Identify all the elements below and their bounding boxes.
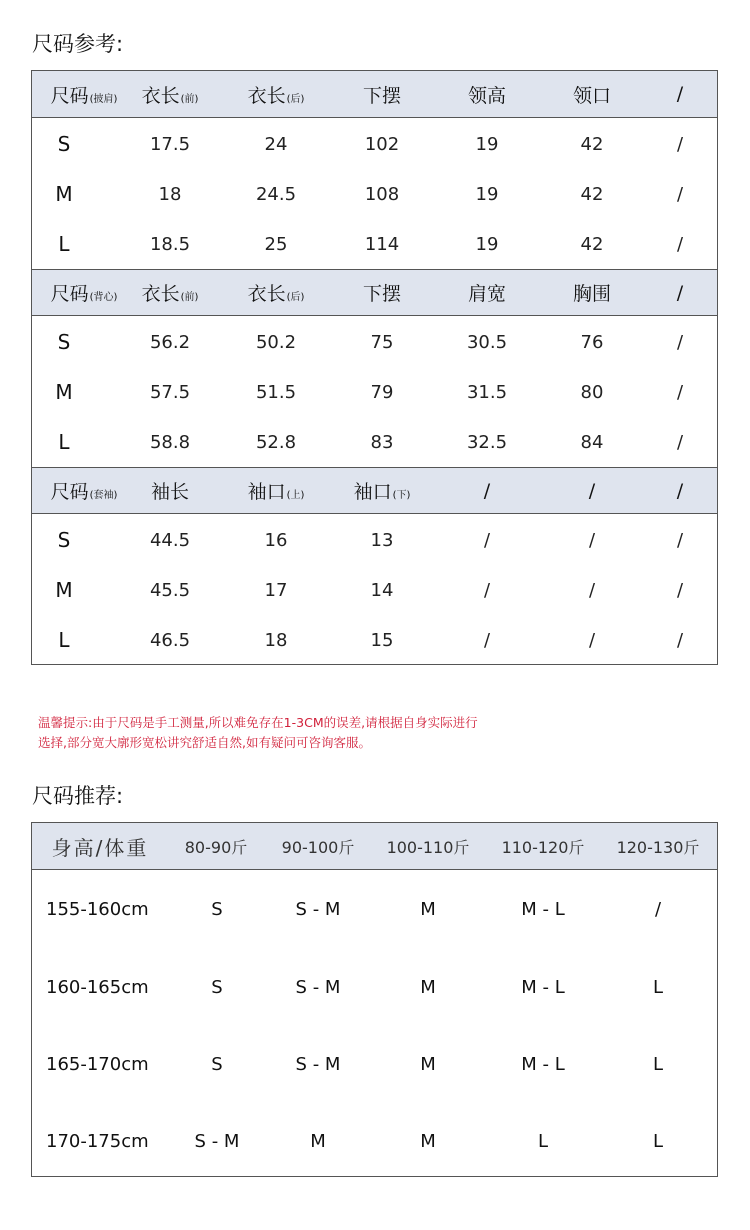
header-cell [226,71,326,117]
value-cell: / [588,529,596,551]
value-cell: 102 [364,133,400,155]
value-cell: 13 [370,529,394,551]
value-cell: 19 [475,133,499,155]
value-cell: 50.2 [255,331,297,353]
header-cell [120,270,220,315]
recommend-size-cell: M [310,1130,326,1152]
recommend-header-cell: 100-110斤 [386,837,470,857]
table-header [32,71,717,118]
recommend-size-cell: M - L [521,1053,565,1075]
recommend-header-cell: 80-90斤 [184,837,248,857]
value-cell: 17.5 [149,133,191,155]
value-cell: / [588,579,596,601]
size-cell: S [57,132,71,156]
header-label: 衣长 [141,283,180,305]
header-sublabel: (后) [286,292,305,303]
recommend-size-cell: S - M [295,898,341,920]
note-line-1: 温馨提示:由于尺码是手工测量,所以难免存在1-3CM的误差,请根据自身实际进行 [38,715,478,730]
header-sublabel: (前) [180,93,199,105]
header-sublabel: (前) [180,292,199,303]
header-label: 下摆 [362,84,401,107]
header-cell [120,468,220,513]
size-recommend-table [31,822,718,1177]
table-row [32,119,717,169]
value-cell: 16 [264,529,288,551]
value-cell: 45.5 [149,579,191,601]
header-cell [34,270,134,315]
recommend-size-cell: S - M [295,1053,341,1075]
header-label: 袖口 [353,481,392,503]
header-label: 领高 [467,84,506,107]
table-header [32,467,717,514]
size-cell: M [55,578,73,602]
header-label: 袖口 [247,481,286,503]
table-row [32,417,717,467]
header-label: / [588,479,596,502]
header-label: / [676,83,684,105]
header-cell [437,270,537,315]
value-cell: / [676,431,684,453]
value-cell: 17 [264,579,288,601]
header-label: 袖长 [150,481,189,503]
value-cell: / [676,331,684,353]
value-cell: / [676,579,684,601]
value-cell: 46.5 [149,629,191,651]
recommend-row [32,967,717,1007]
header-label: 衣长 [247,283,286,305]
header-cell [542,468,642,513]
recommend-size-cell: M - L [521,976,565,998]
table-row [32,219,717,269]
recommend-row [32,1121,717,1161]
recommend-size-cell: L [652,1130,664,1152]
recommend-size-cell: M [420,898,436,920]
size-cell: S [57,528,71,552]
recommend-size-cell: S - M [194,1130,240,1152]
value-cell: 25 [264,233,288,255]
size-cell: L [58,232,70,256]
value-cell: 80 [580,381,604,403]
recommend-size-cell: S [211,898,223,920]
value-cell: 19 [475,183,499,205]
measurement-note [38,713,718,753]
header-label: 衣长 [141,84,180,107]
header-label: 肩宽 [467,283,506,305]
value-cell: 83 [370,431,394,453]
value-cell: 52.8 [255,431,297,453]
value-cell: 51.5 [255,381,297,403]
value-cell: 42 [580,233,604,255]
recommend-size-cell: M [420,1053,436,1075]
recommend-size-cell: S - M [295,976,341,998]
header-sublabel: (上) [286,490,305,501]
header-label: 尺码 [50,481,89,503]
recommend-size-cell: L [537,1130,549,1152]
height-range-cell: 170-175cm [46,1130,149,1152]
table-row [32,367,717,417]
value-cell: / [676,183,684,205]
size-cell: L [58,430,70,454]
header-cell [437,71,537,117]
value-cell: 18 [264,629,288,651]
recommend-header-cell: 90-100斤 [281,837,355,857]
header-sublabel: (背心) [89,292,118,303]
value-cell: 108 [364,183,400,205]
header-cell [630,468,730,513]
header-label: / [676,281,684,304]
value-cell: 44.5 [149,529,191,551]
value-cell: 57.5 [149,381,191,403]
recommend-size-cell: L [652,976,664,998]
recommend-header-cell: 120-130斤 [616,837,700,857]
table-row [32,565,717,615]
value-cell: / [676,233,684,255]
header-label: 衣长 [247,84,286,107]
header-sublabel: (披肩) [89,93,118,105]
value-cell: 24.5 [255,183,297,205]
header-label: 领口 [572,84,611,107]
note-line-2: 选择,部分宽大廓形宽松讲究舒适自然,如有疑问可咨询客服。 [38,735,371,750]
value-cell: / [676,133,684,155]
header-cell [332,270,432,315]
value-cell: 76 [580,331,604,353]
recommend-header [32,823,717,870]
value-cell: 114 [364,233,400,255]
value-cell: 79 [370,381,394,403]
value-cell: 75 [370,331,394,353]
value-cell: 15 [370,629,394,651]
header-cell [437,468,537,513]
height-range-cell: 160-165cm [46,976,149,998]
recommend-header-cell: 110-120斤 [501,837,585,857]
size-cell: M [55,380,73,404]
header-label: 尺码 [50,84,89,107]
value-cell: / [483,629,491,651]
size-cell: S [57,330,71,354]
header-sublabel: (下) [392,490,411,501]
header-label: / [676,479,684,502]
value-cell: / [483,579,491,601]
header-sublabel: (套袖) [89,490,118,501]
header-cell [332,71,432,117]
header-label: 尺码 [50,283,89,305]
header-cell [226,468,326,513]
recommend-size-cell: M [420,1130,436,1152]
value-cell: 42 [580,183,604,205]
value-cell: / [483,529,491,551]
header-cell [34,71,134,117]
height-range-cell: 155-160cm [46,898,149,920]
value-cell: 14 [370,579,394,601]
size-cell: L [58,628,70,652]
header-label: 胸围 [572,283,611,305]
size-reference-table [31,70,718,665]
size-cell: M [55,182,73,206]
table-row [32,169,717,219]
recommend-size-cell: S [211,976,223,998]
value-cell: 19 [475,233,499,255]
header-cell [542,71,642,117]
table-header [32,269,717,316]
header-cell [630,270,730,315]
table-row [32,317,717,367]
recommend-row [32,889,717,929]
value-cell: / [676,381,684,403]
table-row [32,615,717,665]
header-cell [332,468,432,513]
height-range-cell: 165-170cm [46,1053,149,1075]
value-cell: 32.5 [466,431,508,453]
header-cell [34,468,134,513]
value-cell: 42 [580,133,604,155]
value-cell: 18.5 [149,233,191,255]
header-cell [630,71,730,117]
value-cell: 18 [158,183,182,205]
recommend-size-cell: L [652,1053,664,1075]
size-recommend-title: 尺码推荐: [32,784,124,808]
recommend-header-cell: 身高/体重 [51,835,149,860]
value-cell: 84 [580,431,604,453]
value-cell: 31.5 [466,381,508,403]
size-reference-title: 尺码参考: [32,32,124,56]
value-cell: 56.2 [149,331,191,353]
header-cell [542,270,642,315]
value-cell: 24 [264,133,288,155]
recommend-size-cell: / [654,898,662,920]
header-label: / [483,479,491,502]
recommend-size-cell: M [420,976,436,998]
header-cell [226,270,326,315]
recommend-size-cell: M - L [521,898,565,920]
value-cell: / [676,629,684,651]
value-cell: 30.5 [466,331,508,353]
header-label: 下摆 [362,283,401,305]
header-cell [120,71,220,117]
value-cell: / [588,629,596,651]
recommend-row [32,1044,717,1084]
value-cell: 58.8 [149,431,191,453]
table-row [32,515,717,565]
header-sublabel: (后) [286,93,305,105]
value-cell: / [676,529,684,551]
recommend-size-cell: S [211,1053,223,1075]
